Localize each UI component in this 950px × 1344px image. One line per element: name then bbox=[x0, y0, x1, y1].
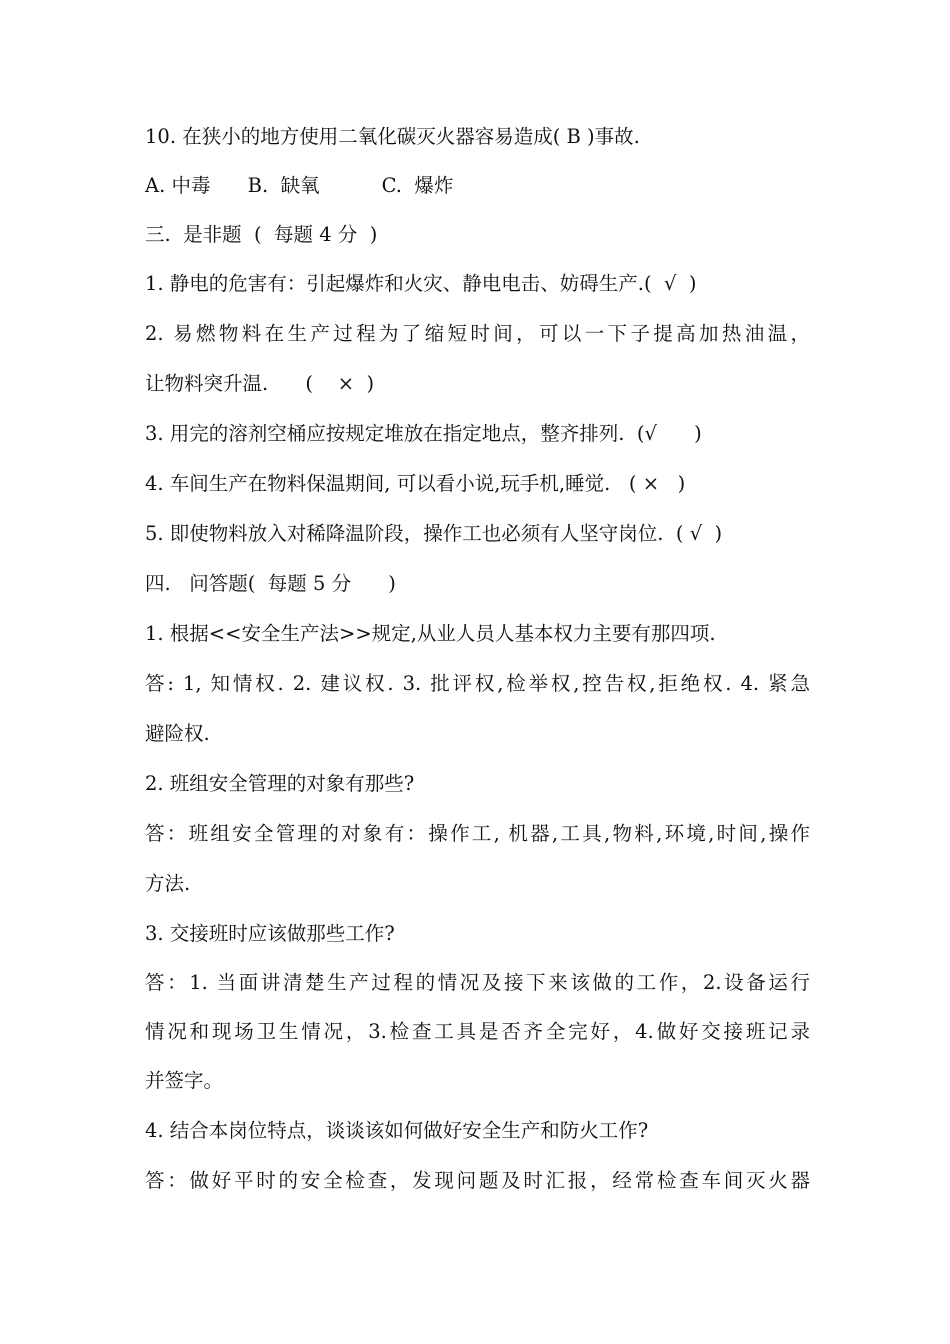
true-false-item-1: 1. 静电的危害有：引起爆炸和火灾、静电电击、妨碍生产.( √ ) bbox=[145, 272, 697, 295]
true-false-item-2-cont: 让物料突升温. ( × ) bbox=[145, 372, 375, 395]
section-heading-qa: 四. 问答题( 每题 5 分 ) bbox=[145, 572, 396, 595]
qa-question-4: 4. 结合本岗位特点，谈谈该如何做好安全生产和防火工作? bbox=[145, 1119, 649, 1142]
qa-answer-3-end: 并签字。 bbox=[145, 1069, 224, 1092]
true-false-item-3: 3. 用完的溶剂空桶应按规定堆放在指定地点，整齐排列. (√ ) bbox=[145, 422, 702, 445]
qa-answer-1: 答: 1, 知情权. 2. 建议权. 3. 批评权,检举权,控告权,拒绝权. 4. 紧急 bbox=[145, 672, 810, 695]
true-false-item-4: 4. 车间生产在物料保温期间, 可以看小说,玩手机,睡觉. ( × ) bbox=[145, 472, 686, 495]
qa-answer-3: 答：1. 当面讲清楚生产过程的情况及接下来该做的工作，2.设备运行 bbox=[145, 971, 810, 994]
qa-answer-1-cont: 避险权. bbox=[145, 722, 210, 745]
qa-question-3: 3. 交接班时应该做那些工作? bbox=[145, 922, 395, 945]
qa-question-2: 2. 班组安全管理的对象有那些? bbox=[145, 772, 415, 795]
qa-answer-2: 答：班组安全管理的对象有：操作工, 机器,工具,物料,环境,时间,操作 bbox=[145, 822, 810, 845]
qa-answer-2-cont: 方法. bbox=[145, 872, 191, 895]
question-10-options: A. 中毒 B. 缺氧 C. 爆炸 bbox=[145, 174, 454, 197]
qa-question-1: 1. 根据<<安全生产法>>规定,从业人员人基本权力主要有那四项. bbox=[145, 622, 716, 645]
qa-answer-3-cont: 情况和现场卫生情况，3.检查工具是否齐全完好，4.做好交接班记录 bbox=[145, 1020, 810, 1043]
question-10: 10. 在狭小的地方使用二氧化碳灭火器容易造成( B )事故. bbox=[145, 125, 640, 148]
true-false-item-5: 5. 即使物料放入对稀降温阶段，操作工也必须有人坚守岗位. ( √ ) bbox=[145, 522, 723, 545]
qa-answer-4: 答：做好平时的安全检查，发现问题及时汇报，经常检查车间灭火器 bbox=[145, 1169, 810, 1192]
true-false-item-2: 2. 易燃物料在生产过程为了缩短时间，可以一下子提高加热油温， bbox=[145, 322, 810, 345]
section-heading-true-false: 三. 是非题 ( 每题 4 分 ) bbox=[145, 223, 378, 246]
